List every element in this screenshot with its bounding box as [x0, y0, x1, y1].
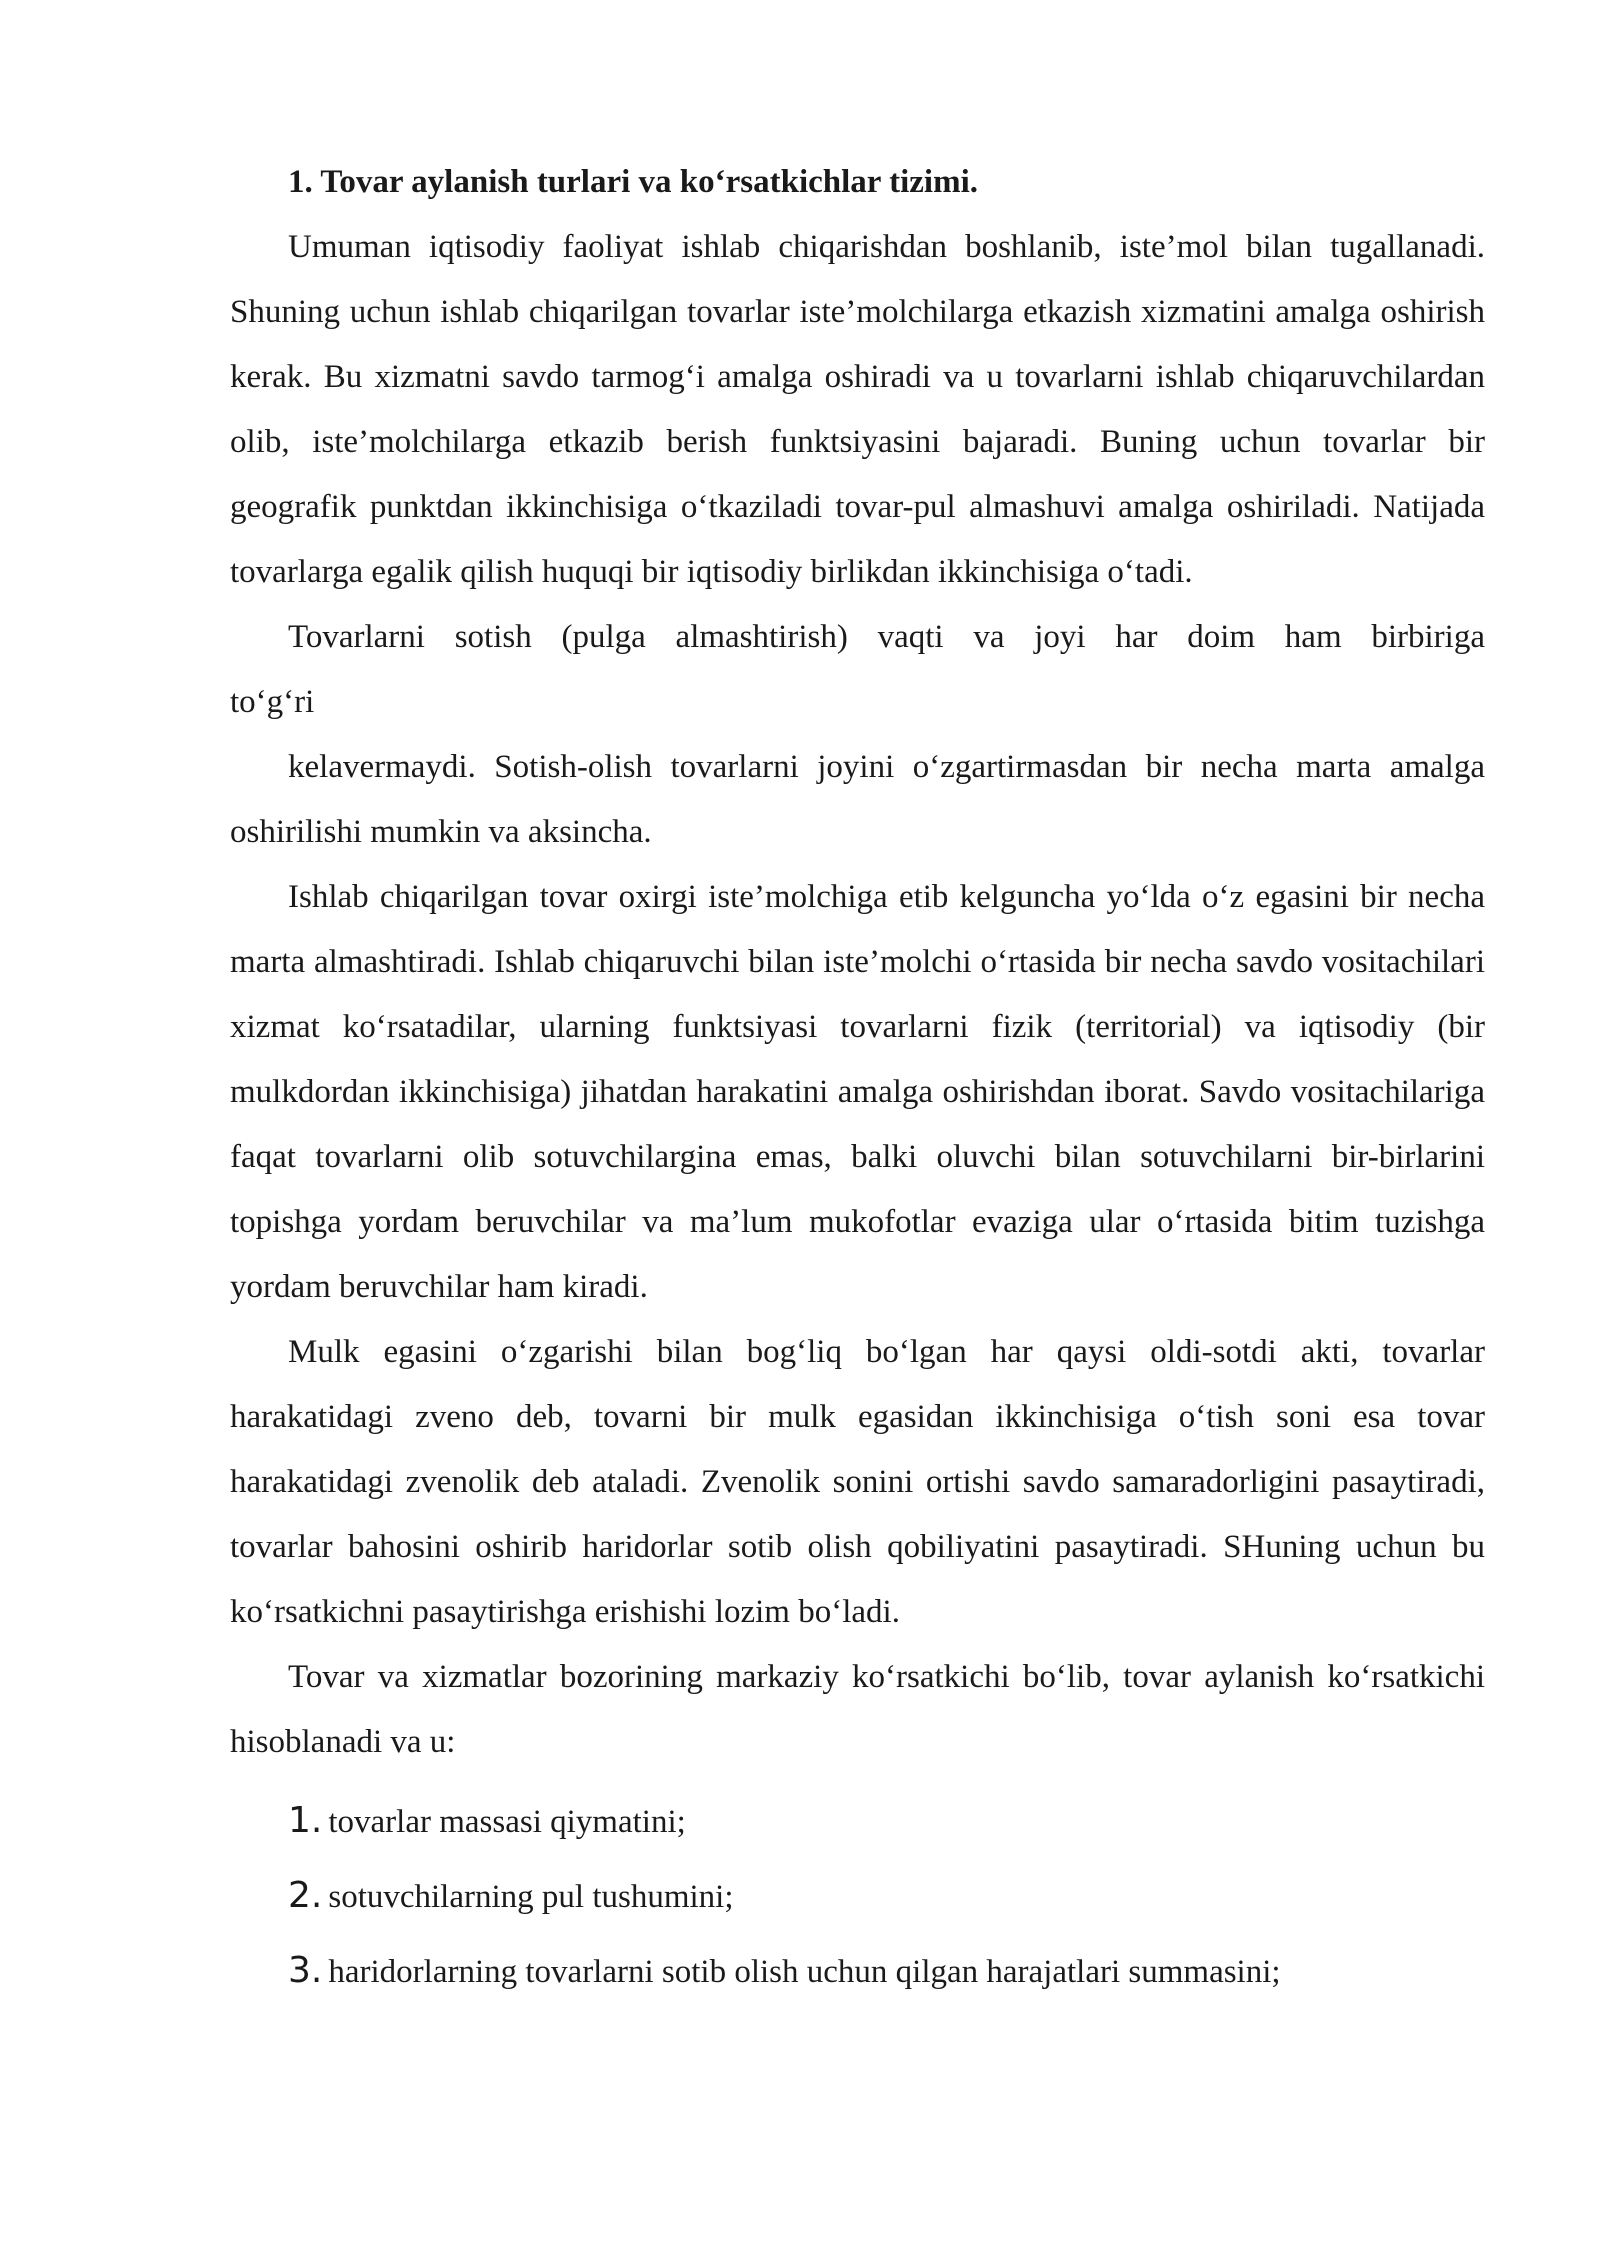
- paragraph-selling-cont: kelavermaydi. Sotish-olish tovarlarni joyini o‘zgartirmasdan bir necha marta amalga oshirilishi mumkin va aksincha.: [230, 749, 1485, 850]
- paragraph-ownership: Mulk egasini o‘zgarishi bilan bog‘liq bo‘lgan har qaysi oldi-sotdi akti, tovarlar harakatidagi zveno deb, tovarni bir mulk egasidan ikkinchisiga o‘tish soni esa tovar harakatidagi zvenolik deb ataladi. Zvenolik sonini ortishi savdo samaradorligini pasaytiradi, tovarlar bahosini oshirib haridorlar sotib olish qobiliyatini pasaytiradi. SHuning uchun bu ko‘rsatkichni pasaytirishga erishishi lozim bo‘ladi.: [230, 1334, 1485, 1630]
- paragraph-intro: Umuman iqtisodiy faoliyat ishlab chiqarishdan boshlanib, iste’mol bilan tugallanadi. Shuning uchun ishlab chiqarilgan tovarlar iste’molchilarga etkazish xizmatini amalga oshirish kerak. Bu xizmatni savdo tarmog‘i amalga oshiradi va u tovarlarni ishlab chiqaruvchilardan olib, iste’molchilarga etkazib berish funktsiyasini bajaradi. Buning uchun tovarlar bir geografik punktdan ikkinchisiga o‘tkaziladi tovar-pul almashuvi amalga oshiriladi. Natijada tovarlarga egalik qilish huquqi bir iqtisodiy birlikdan ikkinchisiga o‘tadi.: [230, 229, 1485, 590]
- list-number: 2.: [288, 1875, 323, 1916]
- indicator-list: [230, 1783, 1485, 2008]
- list-number: 3.: [288, 1950, 323, 1991]
- paragraph-selling-line1: Tovarlarni sotish (pulga almashtirish) vaqti va joyi har doim ham birbiriga: [288, 619, 1485, 655]
- list-text: tovarlar massasi qiymatini;: [328, 1804, 686, 1840]
- list-item: [288, 1783, 1485, 1858]
- list-text: sotuvchilarning pul tushumini;: [328, 1879, 734, 1915]
- list-item: [288, 1933, 1485, 2008]
- list-number: 1.: [288, 1800, 323, 1841]
- paragraph-selling-line2: to‘g‘ri: [230, 684, 315, 720]
- paragraph-intermediaries: Ishlab chiqarilgan tovar oxirgi iste’molchiga etib kelguncha yo‘lda o‘z egasini bir necha marta almashtiradi. Ishlab chiqaruvchi bilan iste’molchi o‘rtasida bir necha savdo vositachilari xizmat ko‘rsatadilar, ularning funktsiyasi tovarlarni fizik (territorial) va iqtisodiy (bir mulkdordan ikkinchisiga) jihatdan harakatini amalga oshirishdan iborat. Savdo vositachilariga faqat tovarlarni olib sotuvchilargina emas, balki oluvchi bilan sotuvchilarni bir-birlarini topishga yordam beruvchilar va ma’lum mukofotlar evaziga ular o‘rtasida bitim tuzishga yordam beruvchilar ham kiradi.: [230, 879, 1485, 1305]
- paragraph-indicator: Tovar va xizmatlar bozorining markaziy ko‘rsatkichi bo‘lib, tovar aylanish ko‘rsatkichi hisoblanadi va u:: [230, 1659, 1485, 1760]
- list-text: haridorlarning tovarlarni sotib olish uchun qilgan harajatlari summasini;: [328, 1954, 1281, 1990]
- section-heading: 1. Tovar aylanish turlari va ko‘rsatkichlar tizimi.: [288, 164, 978, 200]
- document-page: [230, 150, 1485, 2008]
- list-item: [288, 1858, 1485, 1933]
